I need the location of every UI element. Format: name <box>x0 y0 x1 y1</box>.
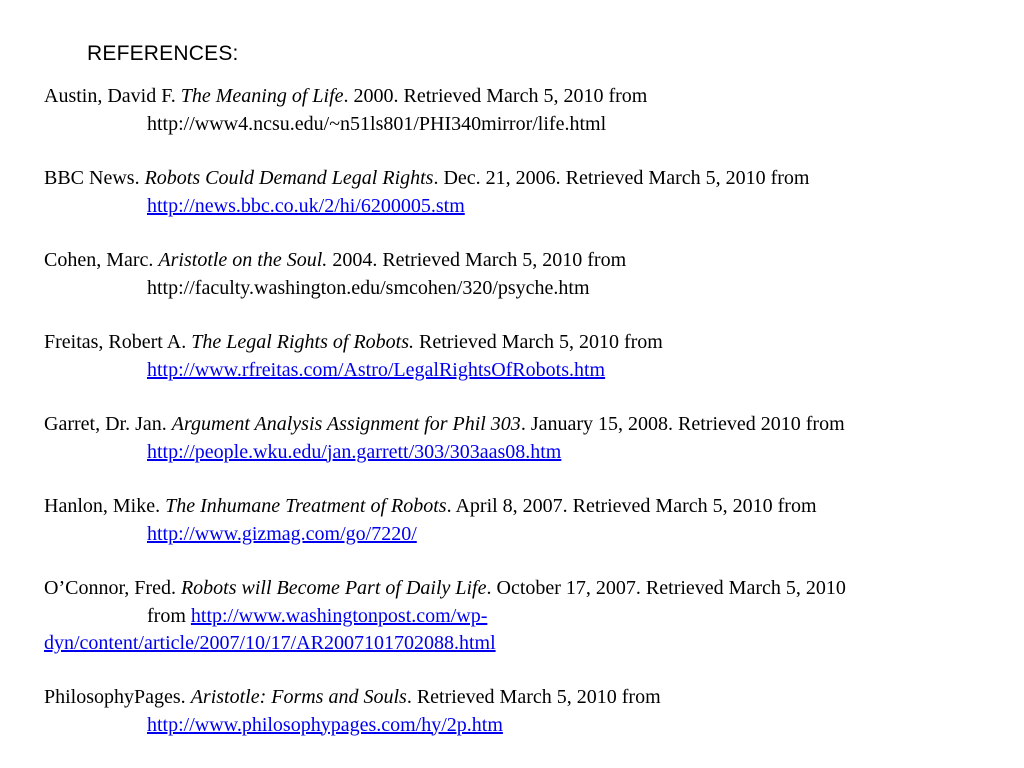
reference-from-text: from <box>147 604 191 627</box>
reference-url: http://www4.ncsu.edu/~n51ls801/PHI340mirror/life.html <box>147 112 607 135</box>
reference-author: O’Connor, Fred. <box>44 577 181 599</box>
references-heading: REFERENCES: <box>87 42 239 65</box>
reference-details: . Retrieved March 5, 2010 from <box>406 686 661 708</box>
reference-url: http://faculty.washington.edu/smcohen/320/psyche.htm <box>147 276 590 299</box>
reference-details: 2004. Retrieved March 5, 2010 from <box>327 249 627 271</box>
reference-author: Freitas, Robert A. <box>44 331 192 353</box>
reference-entry-cohen <box>44 247 1004 302</box>
reference-entry-garret <box>44 411 1004 466</box>
reference-entry-bbc <box>44 165 1004 220</box>
reference-entry-philosophypages <box>44 684 1004 739</box>
reference-entry-freitas <box>44 329 1004 384</box>
reference-link[interactable]: http://www.washingtonpost.com/wp- <box>190 604 488 627</box>
reference-link[interactable]: http://www.philosophypages.com/hy/2p.htm <box>147 713 503 736</box>
reference-title: The Meaning of Life <box>180 85 344 107</box>
reference-author: Garret, Dr. Jan. <box>44 413 172 435</box>
reference-title: Robots will Become Part of Daily Life <box>180 577 487 599</box>
reference-link[interactable]: http://people.wku.edu/jan.garrett/303/303aas08.htm <box>147 440 562 463</box>
reference-title: The Legal Rights of Robots. <box>191 331 415 353</box>
reference-author: Cohen, Marc. <box>44 249 159 271</box>
reference-link[interactable]: http://www.gizmag.com/go/7220/ <box>147 522 417 545</box>
reference-title: Aristotle on the Soul. <box>158 249 328 271</box>
reference-details: . October 17, 2007. Retrieved March 5, 2010 <box>486 577 846 599</box>
reference-title: The Inhumane Treatment of Robots <box>165 495 447 517</box>
reference-title: Aristotle: Forms and Souls <box>190 686 407 708</box>
reference-link[interactable]: http://news.bbc.co.uk/2/hi/6200005.stm <box>147 194 465 217</box>
reference-details: Retrieved March 5, 2010 from <box>414 331 663 353</box>
reference-entry-oconnor <box>44 575 1004 658</box>
reference-author: PhilosophyPages. <box>44 686 191 708</box>
reference-author: BBC News. <box>44 167 145 189</box>
reference-details: . April 8, 2007. Retrieved March 5, 2010 from <box>446 495 817 517</box>
reference-entry-austin <box>44 83 1004 138</box>
reference-link-continued[interactable]: dyn/content/article/2007/10/17/AR2007101702088.html <box>44 632 496 654</box>
reference-author: Austin, David F. <box>44 85 181 107</box>
reference-title: Robots Could Demand Legal Rights <box>144 167 434 189</box>
reference-details: . January 15, 2008. Retrieved 2010 from <box>520 413 845 435</box>
reference-link[interactable]: http://www.rfreitas.com/Astro/LegalRightsOfRobots.htm <box>147 358 606 381</box>
reference-details: . Dec. 21, 2006. Retrieved March 5, 2010 from <box>433 167 810 189</box>
reference-details: . 2000. Retrieved March 5, 2010 from <box>343 85 648 107</box>
reference-title: Argument Analysis Assignment for Phil 303 <box>171 413 521 435</box>
reference-entry-hanlon <box>44 493 1004 548</box>
reference-author: Hanlon, Mike. <box>44 495 166 517</box>
